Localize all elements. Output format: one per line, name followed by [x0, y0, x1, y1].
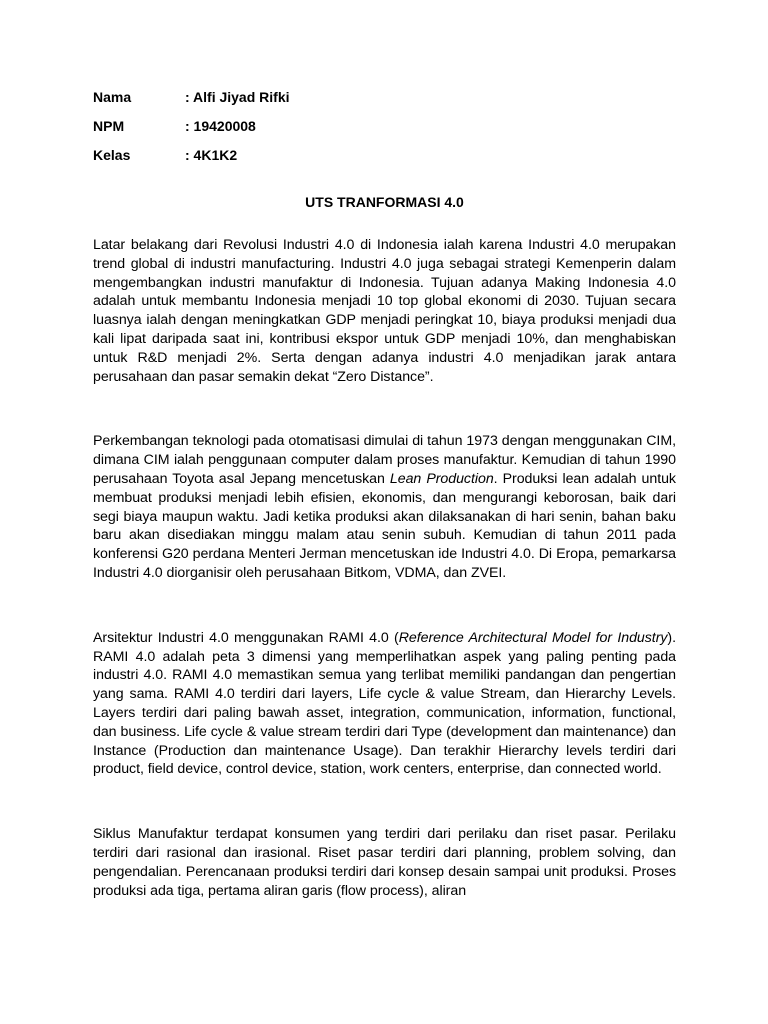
document-page [93, 83, 676, 946]
paragraph-perkembangan-part-b: . Produksi lean adalah untuk membuat produksi menjadi lebih efisien, ekonomis, dan mengurangi keborosan, baik dari segi biaya maupun waktu. Jadi ketika produksi akan dilaksanakan di hari senin, bahan baku baru akan disediakan minggu malam atau senin subuh. Kemudian di tahun 2011 pada konferensi G20 perdana Menteri Jerman mencetuskan ide Industri 4.0. Di Eropa, pemarkarsa Industri 4.0 diorganisir oleh perusahaan Bitkom, VDMA, dan ZVEI. [93, 470, 676, 581]
paragraph-latar-belakang: Latar belakang dari Revolusi Industri 4.0 di Indonesia ialah karena Industri 4.0 merupakan trend global di industri manufacturing. Industri 4.0 juga sebagai strategi Kemenperin dalam mengembangkan industri manufaktur di Indonesia. Tujuan adanya Making Indonesia 4.0 adalah untuk membantu Indonesia menjadi 10 top global ekonomi di 2030. Tujuan secara luasnya ialah dengan meningkatkan GDP menjadi peringkat 10, biaya produksi menjadi dua kali lipat daripada saat ini, kontribusi ekspor untuk GDP menjadi 10%, dan menghabiskan untuk R&D menjadi 2%. Serta dengan adanya industri 4.0 menjadikan jarak antara perusahaan dan pasar semakin dekat “Zero Distance”. [93, 237, 676, 385]
npm-value: : 19420008 [185, 118, 256, 134]
npm-label: NPM [93, 118, 125, 134]
meta-row-kelas [93, 141, 676, 170]
paragraph-perkembangan [93, 432, 676, 582]
paragraph-arsitektur-part-a: Arsitektur Industri 4.0 menggunakan RAMI 4.0 ( [93, 629, 399, 646]
document-title: UTS TRANFORMASI 4.0 [305, 194, 464, 210]
paragraph-perkembangan-part-a: Perkembangan teknologi pada otomatisasi dimulai di tahun 1973 dengan menggunakan CIM, dimana CIM ialah penggunaan computer dalam proses manufaktur. Kemudian di tahun 1990 perusahaan Toyota asal Jepang mencetuskan [93, 433, 676, 487]
kelas-label: Kelas [93, 147, 131, 163]
paragraph-siklus-manufaktur: Siklus Manufaktur terdapat konsumen yang terdiri dari perilaku dan riset pasar. Perilaku terdiri dari rasional dan irasional. Riset pasar terdiri dari planning, problem solving, dan pengendalian. Perencanaan produksi terdiri dari konsep desain sampai unit produksi. Proses produksi ada tiga, pertama aliran garis (flow process), aliran [93, 826, 676, 899]
kelas-value: : 4K1K2 [185, 147, 238, 163]
nama-label: Nama [93, 89, 132, 105]
paragraph-arsitektur-part-b: ). RAMI 4.0 adalah peta 3 dimensi yang memperlihatkan aspek yang paling penting pada industri 4.0. RAMI 4.0 memastikan semua yang terlibat memiliki pandangan dan pengertian yang sama. RAMI 4.0 terdiri dari layers, Life cycle & value Stream, dan Hierarchy Levels. Layers terdiri dari paling bawah asset, integration, communication, information, functional, dan business. Life cycle & value stream terdiri dari Type (development dan maintenance) dan Instance (Production dan maintenance Usage). Dan terakhir Hierarchy levels terdiri dari product, field device, control device, station, work centers, enterprise, dan connected world. [93, 629, 676, 778]
lean-production-term: Lean Production [389, 470, 494, 487]
rami-full-term: Reference Architectural Model for Industry [398, 629, 668, 646]
meta-row-nama [93, 83, 676, 112]
meta-row-npm [93, 112, 676, 141]
nama-value: : Alfi Jiyad Rifki [185, 89, 290, 105]
paragraph-arsitektur [93, 629, 676, 779]
